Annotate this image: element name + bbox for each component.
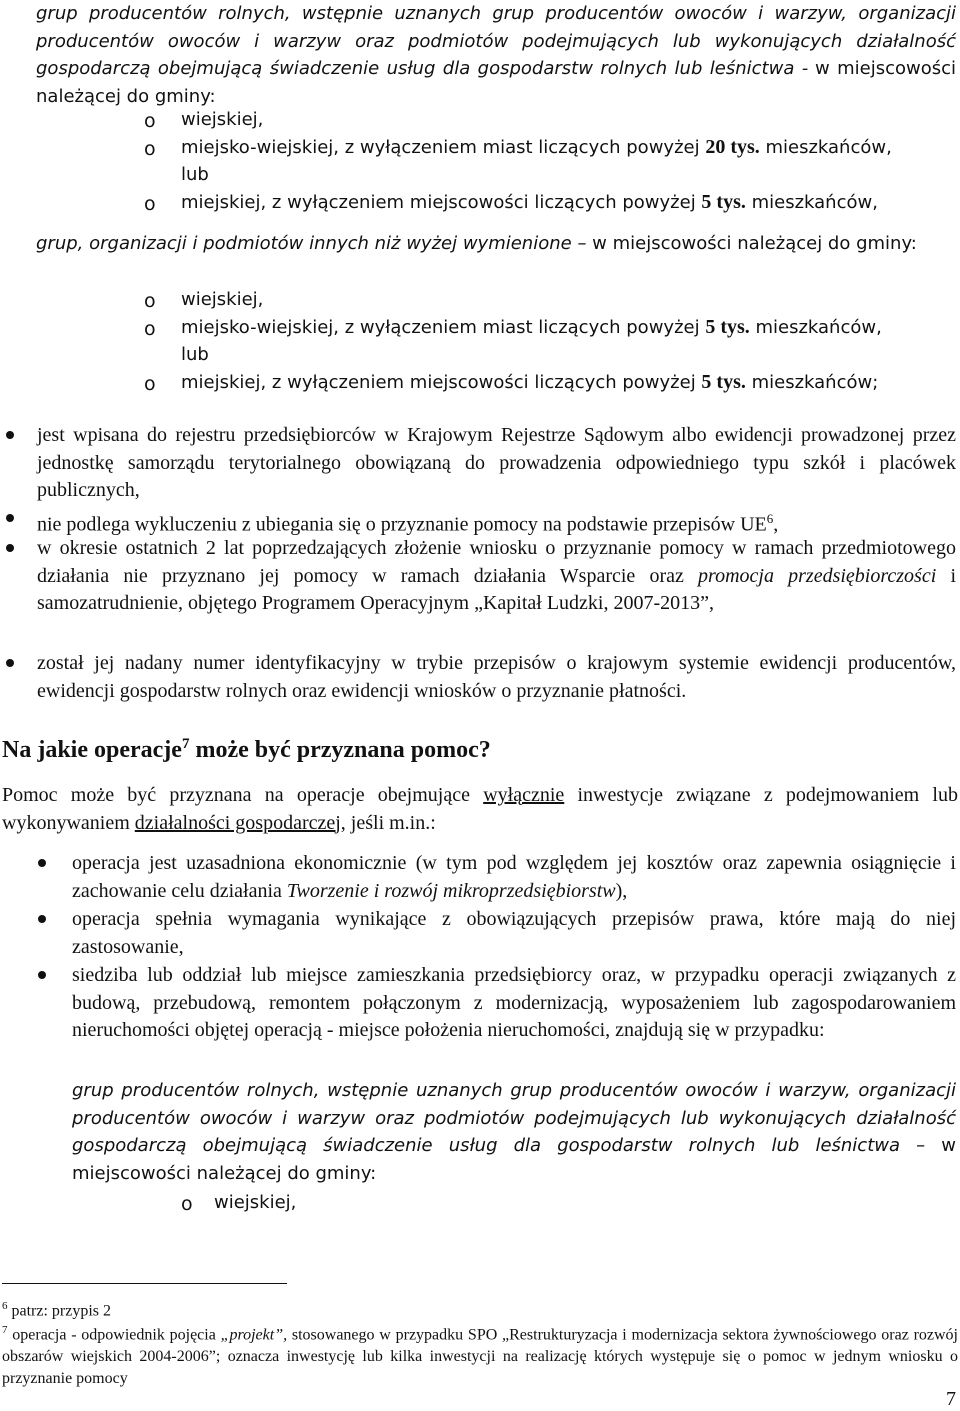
option-marker: o [144,318,156,340]
bullet-icon [38,859,46,867]
footnote-6: $^6$ patrz: przypis 2 [2,1300,112,1320]
bullet-icon [38,915,46,923]
option-marker: o [144,193,156,215]
section1-paragraph [36,0,956,110]
section1-option-3: miejskiej, z wyłączeniem miejscowości liczących powyżej 5 tys. mieszkańców, [181,191,878,213]
footnote-separator [2,1283,287,1284]
footnote-7: $^7$ operacja - odpowiednik pojęcia „projekt”, stosowanego w przypadku SPO „Restrukturyzacja i modernizacja sektora żywnościowego oraz rozwój obszarów wiejskich 2004-2006”; oznacza inwestycję lub kilka inwestycji na realizację których występuje się o pomoc w jednym wniosku o przyznanie pomocy [2,1324,958,1388]
section2-option-1: wiejskiej, [181,289,264,310]
section2-option-3: miejskiej, z wyłączeniem miejscowości liczących powyżej 5 tys. mieszkańców; [181,371,879,393]
bullet-icon [6,431,14,439]
section1-tail: w miejscowości należącej do gminy: [36,58,957,107]
section1-intro: grup producentów rolnych, wstępnie uznanych grup producentów owoców i warzyw, organizacji producentów owoców i warzyw oraz podmiotów podejmujących lub wykonujących działalność gospodarczą obejmującą świadczenie usług dla gospodarstw rolnych lub leśnictwa - [36,3,956,79]
requirement-bullet-3: w okresie ostatnich 2 lat poprzedzających złożenie wniosku o przyznanie pomocy w ramach przedmiotowego działania nie przyznano jej pomocy w ramach działania Wsparcie oraz promocja przedsiębiorczości i samozatrudnienie, objętego Programem Operacyjnym „Kapitał Ludzki, 2007-2013”, [37,537,957,614]
section2-option-2: miejsko-wiejskiej, z wyłączeniem miast liczących powyżej 5 tys. mieszkańców, [181,316,882,338]
option-marker: o [144,290,156,312]
page-number: 7 [946,1388,956,1410]
section2-option-or: lub [181,344,209,365]
intro-paragraph: Pomoc może być przyznana na operacje obejmujące wyłącznie inwestycje związane z podejmowaniem lub wykonywaniem działalności gospodarczej, jeśli m.in.: [2,784,958,834]
condition-bullet-1: operacja jest uzasadniona ekonomicznie (w tym pod względem jej kosztów oraz zapewnia osiągnięcie i zachowanie celu działania Tworzenie i rozwój mikroprzedsiębiorstw), [72,852,956,902]
section1-option-2: miejsko-wiejskiej, z wyłączeniem miast liczących powyżej 20 tys. mieszkańców, [181,136,892,158]
bullet-icon [38,971,46,979]
bullet-icon [6,544,14,552]
section2-paragraph: grup, organizacji i podmiotów innych niż wyżej wymienione – w miejscowości należącej do gminy: [36,233,917,254]
condition-bullet-3: siedziba lub oddział lub miejsce zamieszkania przedsiębiorcy oraz, w przypadku operacji związanych z budową, przebudową, remontem połączonym z modernizacją, wyposażeniem lub zagospodarowaniem nieruchomości objętej operacją - miejsce położenia nieruchomości, znajdują się w przypadku: [72,964,956,1041]
section-heading: Na jakie operacje$^7$ może być przyznana pomoc? [2,736,491,763]
option-marker: o [144,110,156,132]
requirement-bullet-1: jest wpisana do rejestru przedsiębiorców w Krajowym Rejestrze Sądowym albo ewidencji prowadzonej przez jednostkę samorządu terytorialnego obowiązaną do prowadzenia odpowiedniego typu szkół i placówek publicznych, [37,424,956,501]
section3-paragraph: grup producentów rolnych, wstępnie uznanych grup producentów owoców i warzyw, organizacji producentów owoców i warzyw oraz podmiotów podejmujących lub wykonujących działalność gospodarczą obejmującą świadczenie usług dla gospodarstw rolnych lub leśnictwa – w miejscowości należącej do gminy: [72,1080,956,1184]
requirement-bullet-2: nie podlega wykluczeniu z ubiegania się o przyznanie pomocy na podstawie przepisów $UE^6$, [37,511,779,536]
option-marker: o [181,1193,193,1215]
option-marker: o [144,138,156,160]
bullet-icon [6,659,14,667]
section3-option-1: wiejskiej, [214,1192,297,1213]
option-marker: o [144,373,156,395]
section1-option-1: wiejskiej, [181,109,264,130]
section1-option-or: lub [181,164,209,185]
requirement-bullet-4: został jej nadany numer identyfikacyjny w trybie przepisów o krajowym systemie ewidencji producentów, ewidencji gospodarstw rolnych oraz ewidencji wniosków o przyznanie płatności. [37,652,956,702]
bullet-icon [6,514,14,522]
condition-bullet-2: operacja spełnia wymagania wynikające z obowiązujących przepisów prawa, które mają do niej zastosowanie, [72,908,956,958]
